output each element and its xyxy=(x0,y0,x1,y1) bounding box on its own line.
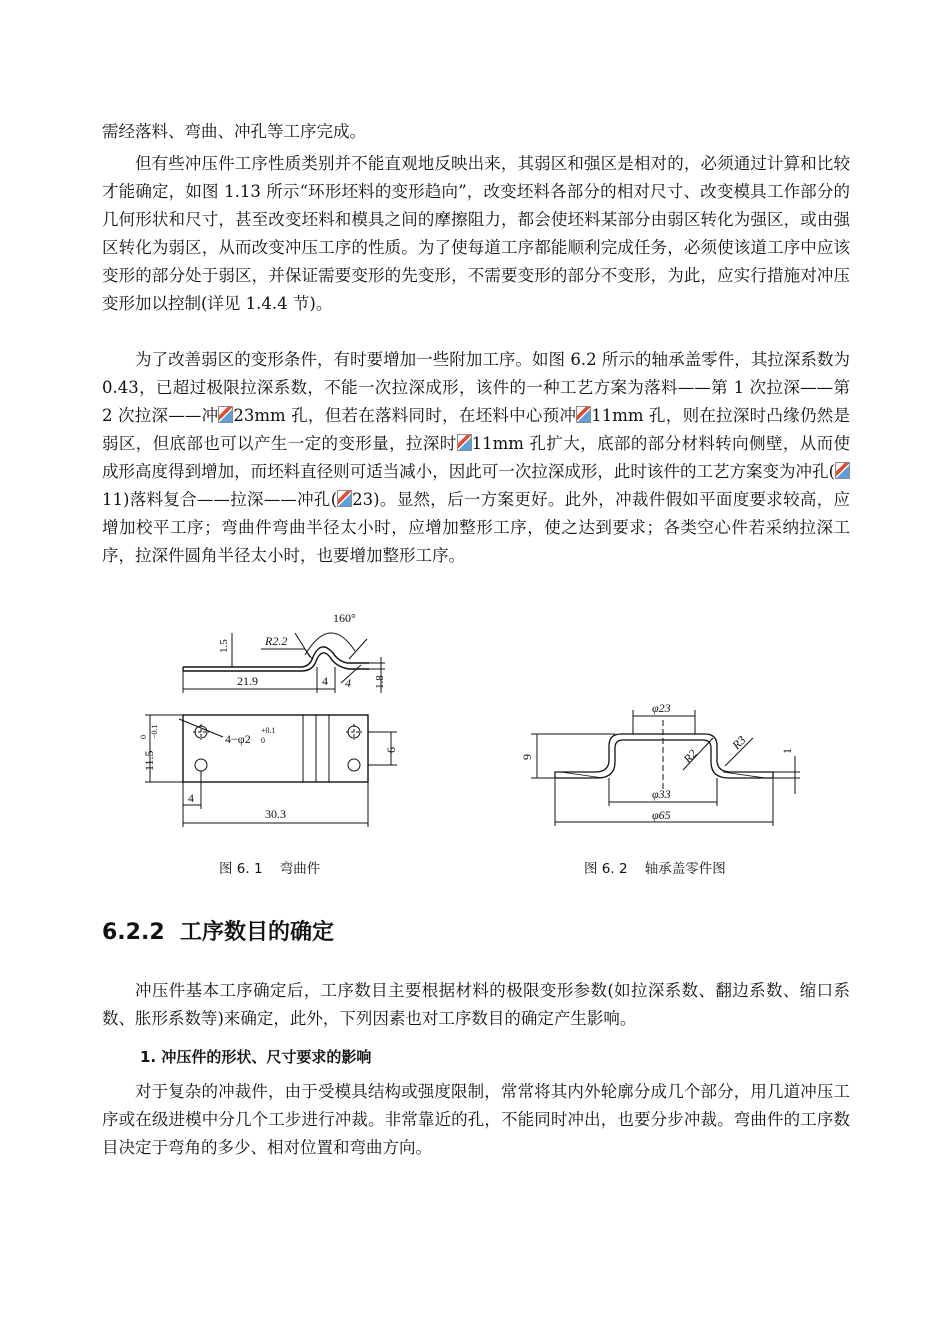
fig2-label-r3: R3 xyxy=(729,732,749,753)
fig1-label-angle: 160° xyxy=(333,611,356,625)
paragraph-5: 对于复杂的冲裁件，由于受模具结构或强度限制，常常将其内外轮廓分成几个部分，用几道冲压工序或在级进模中分几个工步进行冲裁。非常靠近的孔，不能同时冲出，也要分步冲裁。弯曲件的工序数目决定于弯角的多少、相对位置和弯曲方向。 xyxy=(102,1082,850,1157)
section-heading: 6.2.2 工序数目的确定 xyxy=(102,920,334,945)
fig2-label-d-top: φ23 xyxy=(652,701,671,715)
fig1-label-tol-dn: 0 xyxy=(261,736,265,745)
fig1-label-edge: 4 xyxy=(188,791,194,805)
figure-6-1-drawing xyxy=(135,605,415,835)
fig1-label-slot: 6 xyxy=(384,747,398,753)
paragraph-3-part-4: 11mm 孔扩大，底部的部分材料转向侧壁，从而使成形高度得到增加，而坯料直径则可适当减小，因此可一次拉深成形，此时该件的工艺方案变为冲孔( xyxy=(102,434,850,481)
paragraph-2: 但有些冲压件工序性质类别并不能直观地反映出来，其弱区和强区是相对的，必须通过计算和比较才能确定，如图 1.13 所示“环形坯料的变形趋向”，改变坯料各部分的相对尺寸、改变模具工作部分的几何形状和尺寸，甚至改变坯料和模具之间的摩擦阻力，都会使坯料某部分由弱区转化为强区，或由强区转化为弱区，从而改变冲压工序的性质。为了使每道工序都能顺利完成任务，必须使该道工序中应该变形的部分处于弱区，并保证需要变形的先变形，不需要变形的部分不变形，为此，应实行措施对冲压变形加以控制(详见 1.4.4 节)。 xyxy=(102,154,850,313)
fig2-label-thick: 1 xyxy=(780,748,794,754)
broken-image-icon xyxy=(337,490,352,507)
fig1-label-total: 30.3 xyxy=(265,807,286,821)
subsection-heading: 1. 冲压件的形状、尺寸要求的影响 xyxy=(140,1048,372,1066)
fig1-label-thick: 1.5 xyxy=(218,639,230,653)
fig1-label-width: 11.5 xyxy=(142,750,156,771)
fig2-label-height: 9 xyxy=(520,754,534,760)
broken-image-icon xyxy=(576,406,591,423)
figure-6-2-drawing xyxy=(515,690,805,830)
paragraph-1: 需经落料、弯曲、冲孔等工序完成。 xyxy=(102,122,366,141)
figure-6-2-caption: 图 6. 2 轴承盖零件图 xyxy=(584,861,726,877)
fig1-label-tol-up: +0.1 xyxy=(261,726,276,735)
fig1-label-w-dn: −0.1 xyxy=(150,724,159,739)
fig2-label-d-out: φ65 xyxy=(652,808,671,822)
figure-6-1-caption: 图 6. 1 弯曲件 xyxy=(219,861,321,877)
paragraph-3-part-2: 23mm 孔，但若在落料同时，在坯料中心预冲 xyxy=(233,406,577,425)
paragraph-3 xyxy=(102,346,850,570)
paragraph-3-part-6: 23)。显然，后一方案更好。此外，冲裁件假如平面度要求较高，应增加校平工序；弯曲件弯曲半径太小时，应增加整形工序，使之达到要求；各类空心件若采纳拉深工序，拉深件圆角半径太小时，也要增加整形工序。 xyxy=(102,490,850,565)
fig2-label-r2: R2 xyxy=(680,746,700,766)
paragraph-3-part-1: 为了改善弱区的变形条件，有时要增加一些附加工序。如图 6.2 所示的轴承盖零件，其拉深系数为 0.43，已超过极限拉深系数，不能一次拉深成形，该件的一种工艺方案为落料——第 1 次拉深——第 2 次拉深——冲 xyxy=(102,350,850,425)
fig1-label-len3: 4 xyxy=(345,676,351,690)
fig1-label-w-up: 0 xyxy=(139,735,148,739)
fig2-label-d-mid: φ33 xyxy=(652,787,671,801)
fig1-label-len1: 21.9 xyxy=(237,674,258,688)
fig1-label-holes: 4−φ2 xyxy=(225,732,251,746)
paragraph-3-part-3: 11mm 孔，则在拉深时凸缘仍然是弱区，但底部也可以产生一定的变形量，拉深时 xyxy=(102,406,850,453)
fig1-label-h: 1.8 xyxy=(374,675,386,689)
fig1-label-len2: 4 xyxy=(322,674,328,688)
fig1-label-radius: R2.2 xyxy=(265,634,288,648)
paragraph-3-part-5: 11)落料复合——拉深——冲孔( xyxy=(102,490,338,509)
broken-image-icon xyxy=(457,434,472,451)
broken-image-icon xyxy=(218,406,233,423)
paragraph-4: 冲压件基本工序确定后，工序数目主要根据材料的极限变形参数(如拉深系数、翻边系数、缩口系数、胀形系数等)来确定，此外，下列因素也对工序数目的确定产生影响。 xyxy=(102,981,850,1028)
broken-image-icon xyxy=(835,462,850,479)
